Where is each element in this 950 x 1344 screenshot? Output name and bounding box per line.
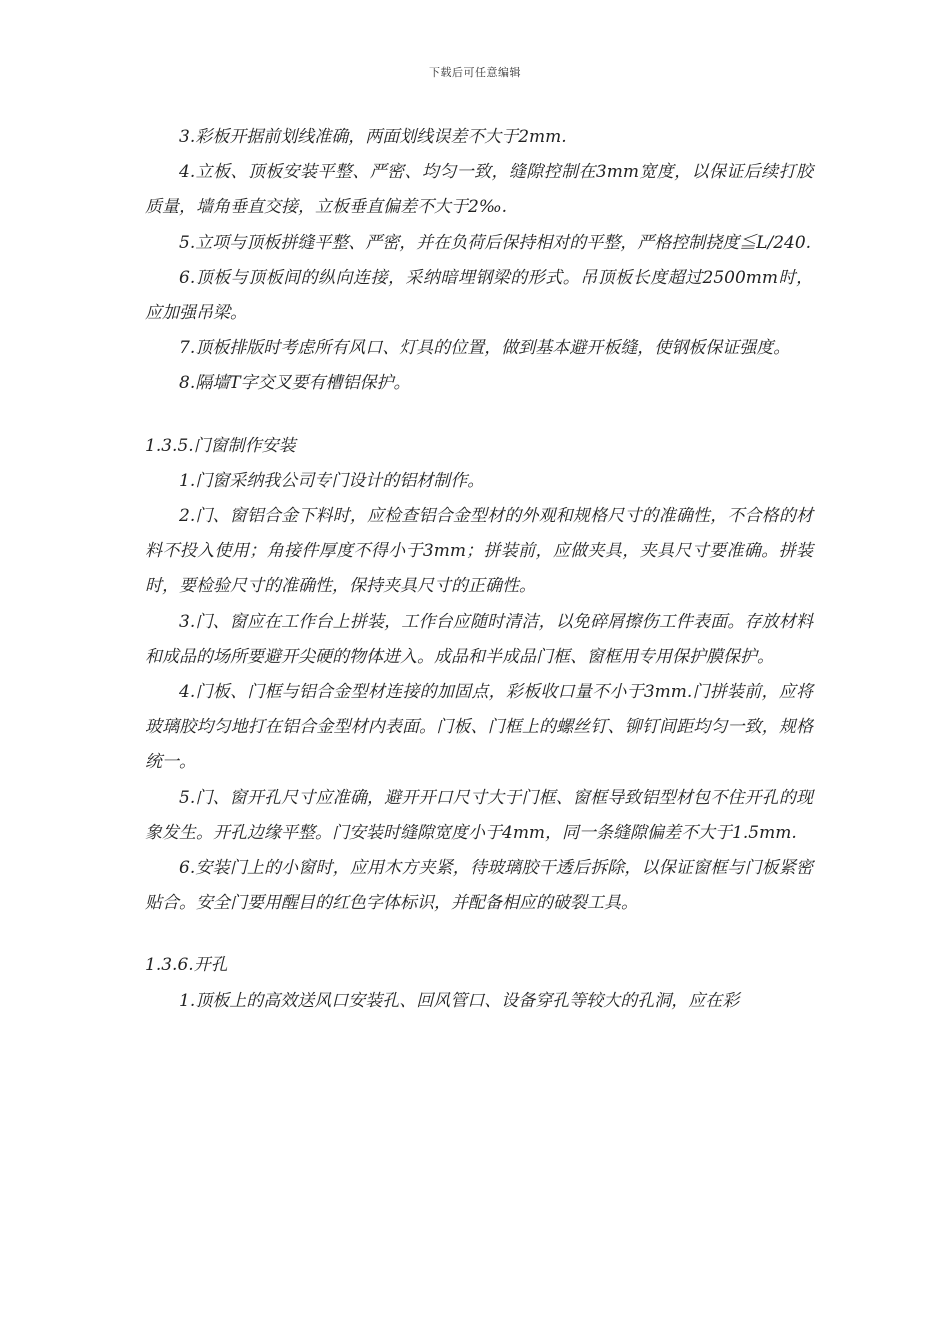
paragraph: 6.顶板与顶板间的纵向连接，采纳暗埋钢梁的形式。吊顶板长度超过2500mm时，应加强吊梁。 [145, 267, 813, 324]
paragraph: 5.立项与顶板拼缝平整、严密，并在负荷后保持相对的平整，严格控制挠度≦L/240. [179, 232, 812, 253]
page-header-note: 下载后可任意编辑 [429, 66, 521, 79]
paragraph: 3.门、窗应在工作台上拼装，工作台应随时清洁，以免碎屑擦伤工件表面。存放材料和成品的场所要避开尖硬的物体进入。成品和半成品门框、窗框用专用保护膜保护。 [145, 611, 813, 667]
paragraph: 2.门、窗铝合金下料时，应检查铝合金型材的外观和规格尺寸的准确性，不合格的材料不投入使用；角接件厚度不得小于3mm；拼装前，应做夹具，夹具尺寸要准确。拼装时，要检验尺寸的准确性，保持夹具尺寸的正确性。 [145, 506, 813, 597]
paragraph: 7.顶板排版时考虑所有风口、灯具的位置，做到基本避开板缝，使钢板保证强度。 [179, 338, 791, 359]
paragraph: 3.彩板开据前划线准确，两面划线误差不大于2mm. [179, 127, 567, 147]
paragraph: 5.门、窗开孔尺寸应准确，避开开口尺寸大于门框、窗框导致铝型材包不住开孔的现象发生。开孔边缘平整。门安装时缝隙宽度小于4mm，同一条缝隙偏差不大于1.5mm. [145, 787, 813, 843]
paragraph: 1.门窗采纳我公司专门设计的铝材制作。 [179, 470, 485, 491]
document-body [145, 120, 813, 1019]
paragraph: 4.门板、门框与铝合金型材连接的加固点，彩板收口量不小于3mm.门拼装前，应将玻璃胶均匀地打在铝合金型材内表面。门板、门框上的螺丝钉、铆钉间距均匀一致，规格统一。 [145, 682, 813, 773]
paragraph: 4.立板、顶板安装平整、严密、均匀一致，缝隙控制在3mm宽度，以保证后续打胶质量，墙角垂直交接，立板垂直偏差不大于2‰. [145, 162, 813, 218]
paragraph: 1.顶板上的高效送风口安装孔、回风管口、设备穿孔等较大的孔洞，应在彩 [179, 990, 740, 1011]
section-heading: 1.3.5.门窗制作安装 [145, 435, 296, 456]
section-heading: 1.3.6.开孔 [145, 955, 228, 976]
paragraph: 8.隔墙T字交叉要有槽铝保护。 [179, 373, 411, 394]
paragraph: 6.安装门上的小窗时，应用木方夹紧，待玻璃胶干透后拆除，以保证窗框与门板紧密贴合。安全门要用醒目的红色字体标识，并配备相应的破裂工具。 [145, 858, 813, 914]
